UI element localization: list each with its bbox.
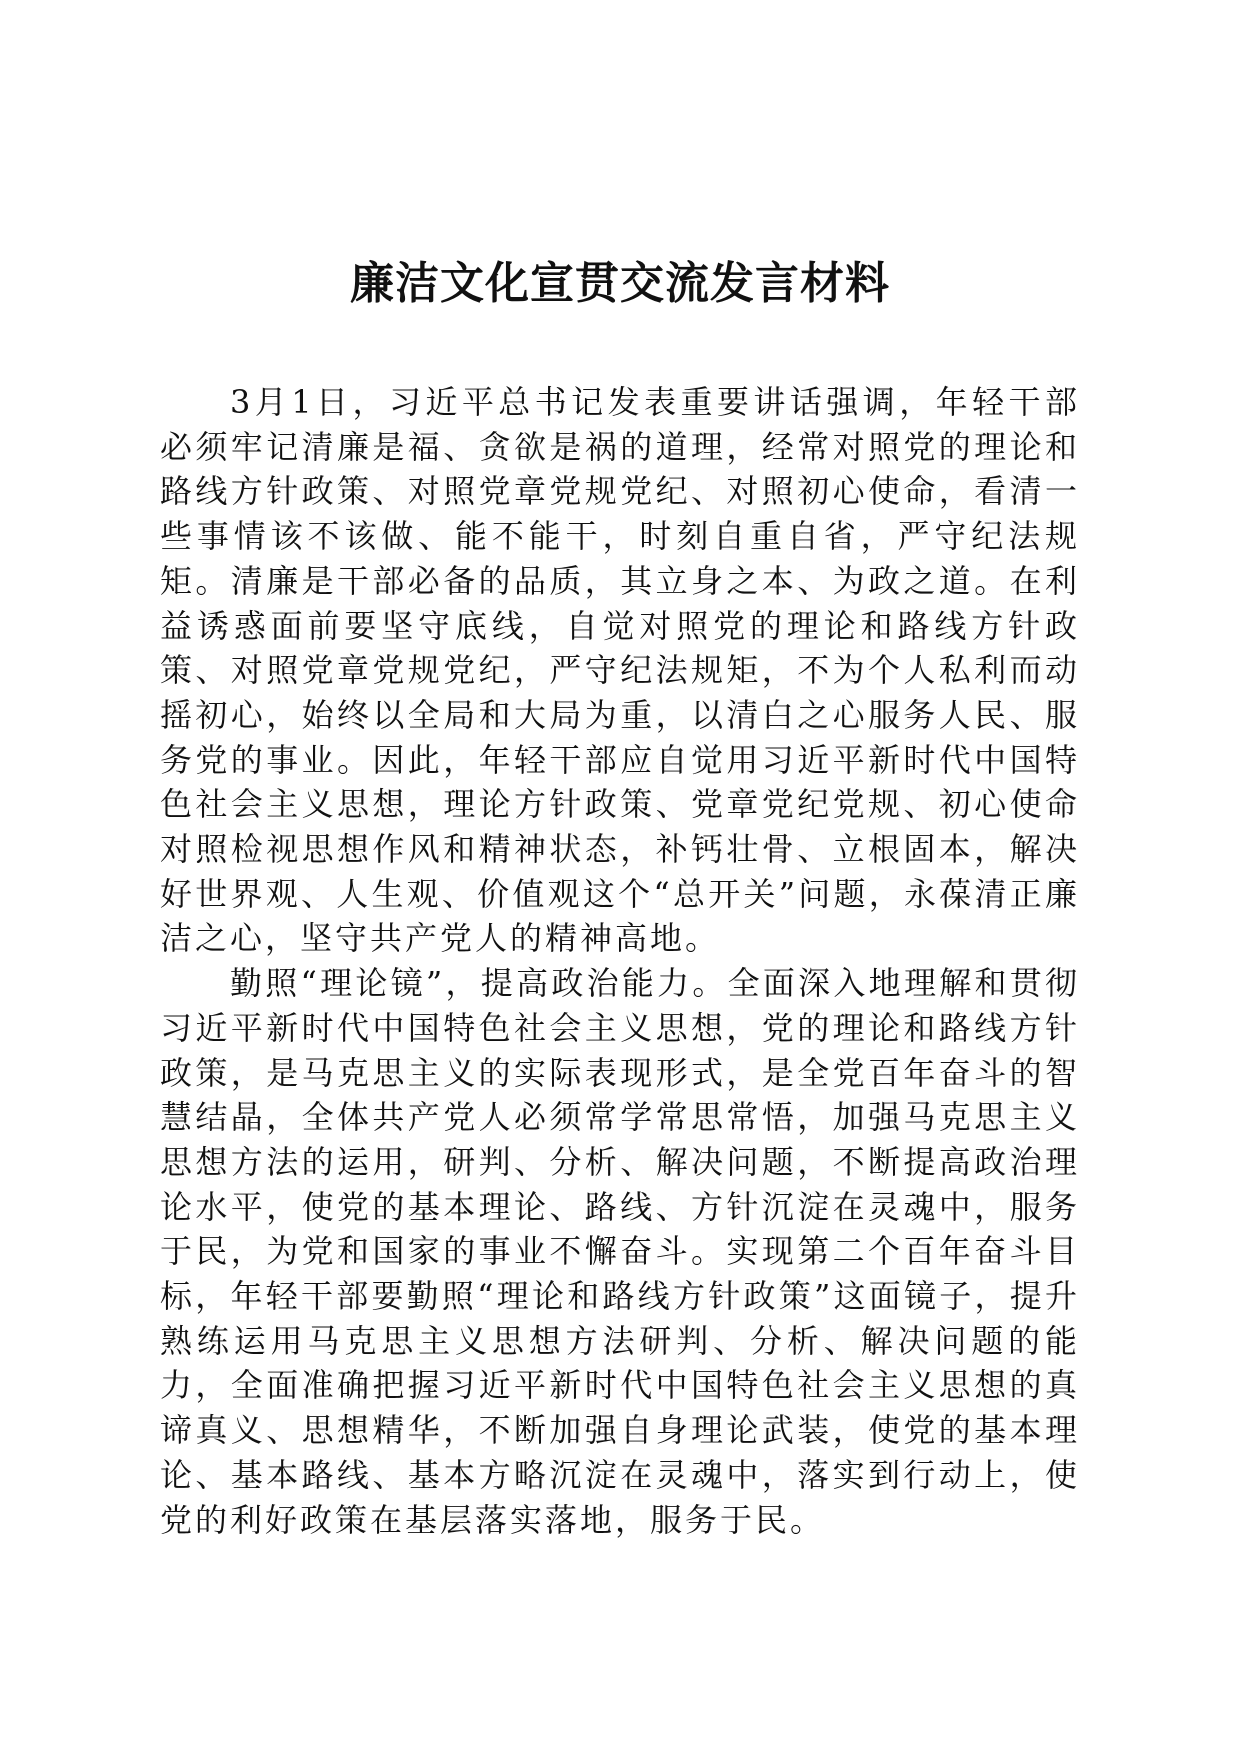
paragraph-2: 勤照“理论镜”，提高政治能力。全面深入地理解和贯彻习近平新时代中国特色社会主义思想，党的理论和路线方针政策，是马克思主义的实际表现形式，是全党百年奋斗的智慧结晶，全体共产党人必须常学常思常悟，加强马克思主义思想方法的运用，研判、分析、解决问题，不断提高政治理论水平，使党的基本理论、路线、方针沉淀在灵魂中，服务于民，为党和国家的事业不懈奋斗。实现第二个百年奋斗目标，年轻干部要勤照“理论和路线方针政策”这面镜子，提升熟练运用马克思主义思想方法研判、分析、解决问题的能力，全面准确把握习近平新时代中国特色社会主义思想的真谛真义、思想精华，不断加强自身理论武装，使党的基本理论、基本路线、基本方略沉淀在灵魂中，落实到行动上，使党的利好政策在基层落实落地，服务于民。	[160, 964, 1080, 1539]
document-title: 廉洁文化宣贯交流发言材料	[350, 258, 890, 309]
paragraph-1: 3月1日，习近平总书记发表重要讲话强调，年轻干部必须牢记清廉是福、贪欲是祸的道理，经常对照党的理论和路线方针政策、对照党章党规党纪、对照初心使命，看清一些事情该不该做、能不能干，时刻自重自省，严守纪法规矩。清廉是干部必备的品质，其立身之本、为政之道。在利益诱惑面前要坚守底线，自觉对照党的理论和路线方针政策、对照党章党规党纪，严守纪法规矩，不为个人私利而动摇初心，始终以全局和大局为重，以清白之心服务人民、服务党的事业。因此，年轻干部应自觉用习近平新时代中国特色社会主义思想，理论方针政策、党章党纪党规、初心使命对照检视思想作风和精神状态，补钙壮骨、立根固本，解决好世界观、人生观、价值观这个“总开关”问题，永葆清正廉洁之心，坚守共产党人的精神高地。	[160, 383, 1080, 958]
document-body	[160, 380, 1080, 1542]
